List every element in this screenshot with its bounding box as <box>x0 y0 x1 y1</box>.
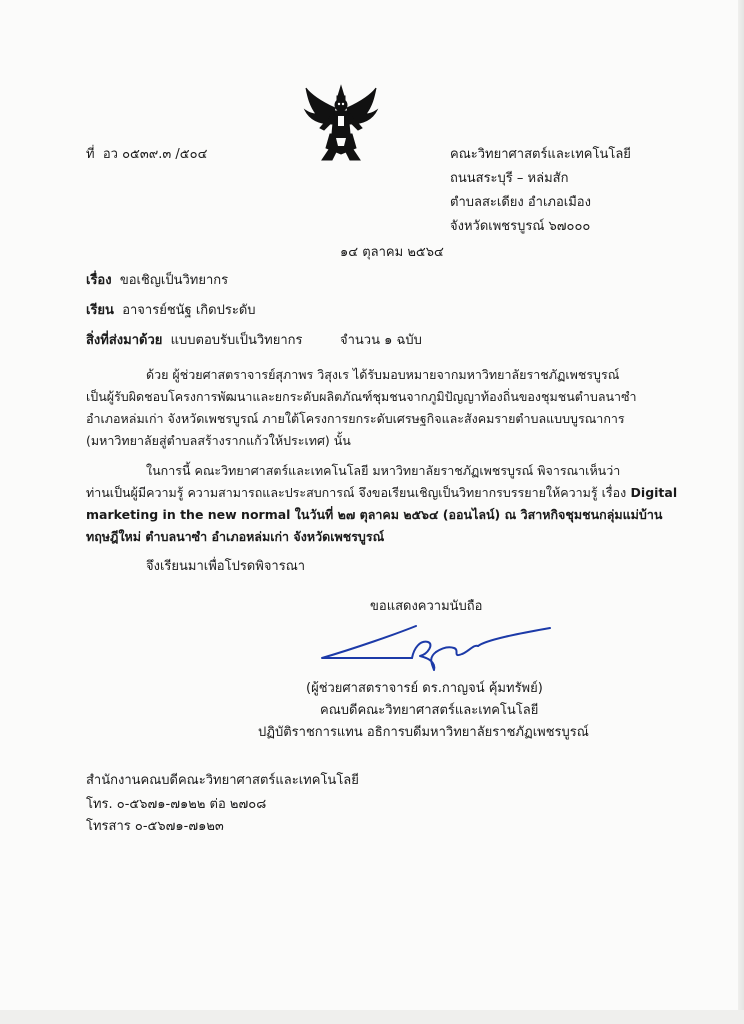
enclosure-quantity: จำนวน ๑ ฉบับ <box>340 333 422 348</box>
enclosure-label: สิ่งที่ส่งมาด้วย <box>86 333 163 348</box>
page-edge-shadow <box>738 0 744 1024</box>
footer-phone: โทร. ๐-๕๖๗๑-๗๑๒๒ ต่อ ๒๗๐๘ <box>86 797 267 812</box>
recipient-value: อาจารย์ชนัฐ เกิดประดับ <box>122 303 256 318</box>
address-line-2: ถนนสระบุรี – หล่มสัก <box>450 171 569 186</box>
garuda-emblem-icon <box>302 84 380 164</box>
address-line-3: ตำบลสะเดียง อำเภอเมือง <box>450 195 591 210</box>
reference-label: ที่ <box>86 147 95 162</box>
signatory-name: (ผู้ช่วยศาสตราจารย์ ดร.กาญจน์ คุ้มทรัพย์) <box>306 681 543 696</box>
paragraph-2-line-2-text: ท่านเป็นผู้มีความรู้ ความสามารถและประสบการณ์ จึงขอเรียนเชิญเป็นวิทยากรบรรยายให้ความรู้ เรื่อง <box>86 485 627 500</box>
address-line-4: จังหวัดเพชรบูรณ์ ๖๗๐๐๐ <box>450 219 591 234</box>
recipient-label: เรียน <box>86 303 114 318</box>
reference-number: อว ๐๕๓๙.๓ /๕๐๔ <box>102 147 208 162</box>
signature-mark <box>316 618 554 674</box>
paragraph-1-line-2: เป็นผู้รับผิดชอบโครงการพัฒนาและยกระดับผลิตภัณฑ์ชุมชนจากภูมิปัญญาท้องถิ่นของชุมชนตำบลนาซำ <box>86 389 637 404</box>
paragraph-2-line-3 <box>86 506 662 524</box>
enclosure-value: แบบตอบรับเป็นวิทยากร <box>170 333 303 348</box>
footer-fax: โทรสาร ๐-๕๖๗๑-๗๑๒๓ <box>86 819 224 834</box>
subject-value: ขอเชิญเป็นวิทยากร <box>119 273 229 288</box>
paragraph-1-line-4: (มหาวิทยาลัยสู่ตำบลสร้างรากแก้วให้ประเทศ) นั้น <box>86 433 351 448</box>
paragraph-2-date-venue: ในวันที่ ๒๗ ตุลาคม ๒๕๖๔ (ออนไลน์) ณ วิสาหกิจชุมชนกลุ่มแม่บ้าน <box>290 507 663 522</box>
paragraph-2-line-4: ทฤษฎีใหม่ ตำบลนาซำ อำเภอหล่มเก่า จังหวัดเพชรบูรณ์ <box>86 529 385 544</box>
footer-office: สำนักงานคณบดีคณะวิทยาศาสตร์และเทคโนโลยี <box>86 773 359 788</box>
signatory-acting: ปฏิบัติราชการแทน อธิการบดีมหาวิทยาลัยราชภัฏเพชรบูรณ์ <box>258 725 589 740</box>
paragraph-1-line-1: ด้วย ผู้ช่วยศาสตราจารย์สุภาพร วิสุงเร ได้รับมอบหมายจากมหาวิทยาลัยราชภัฏเพชรบูรณ์ <box>146 367 620 382</box>
paragraph-2-line-2 <box>86 484 677 502</box>
paragraph-2-topic: marketing in the new normal <box>86 507 291 522</box>
letter-date: ๑๔ ตุลาคม ๒๕๖๔ <box>340 245 444 260</box>
paragraph-2-line-1: ในการนี้ คณะวิทยาศาสตร์และเทคโนโลยี มหาวิทยาลัยราชภัฏเพชรบูรณ์ พิจารณาเห็นว่า <box>146 463 621 478</box>
enclosure-line <box>86 332 302 350</box>
recipient-line <box>86 302 256 320</box>
closing-request: จึงเรียนมาเพื่อโปรดพิจารณา <box>146 559 306 574</box>
subject-label: เรื่อง <box>86 273 112 288</box>
address-line-1: คณะวิทยาศาสตร์และเทคโนโลยี <box>450 147 631 162</box>
paragraph-1-line-3: อำเภอหล่มเก่า จังหวัดเพชรบูรณ์ ภายใต้โครงการยกระดับเศรษฐกิจและสังคมรายตำบลแบบบูรณาการ <box>86 411 625 426</box>
signatory-position: คณบดีคณะวิทยาศาสตร์และเทคโนโลยี <box>320 703 539 718</box>
paragraph-2-line-2-bold: Digital <box>626 485 678 500</box>
reference-line <box>86 146 207 164</box>
subject-line <box>86 272 228 290</box>
page-bottom-edge <box>0 1010 744 1024</box>
salutation: ขอแสดงความนับถือ <box>370 599 483 614</box>
